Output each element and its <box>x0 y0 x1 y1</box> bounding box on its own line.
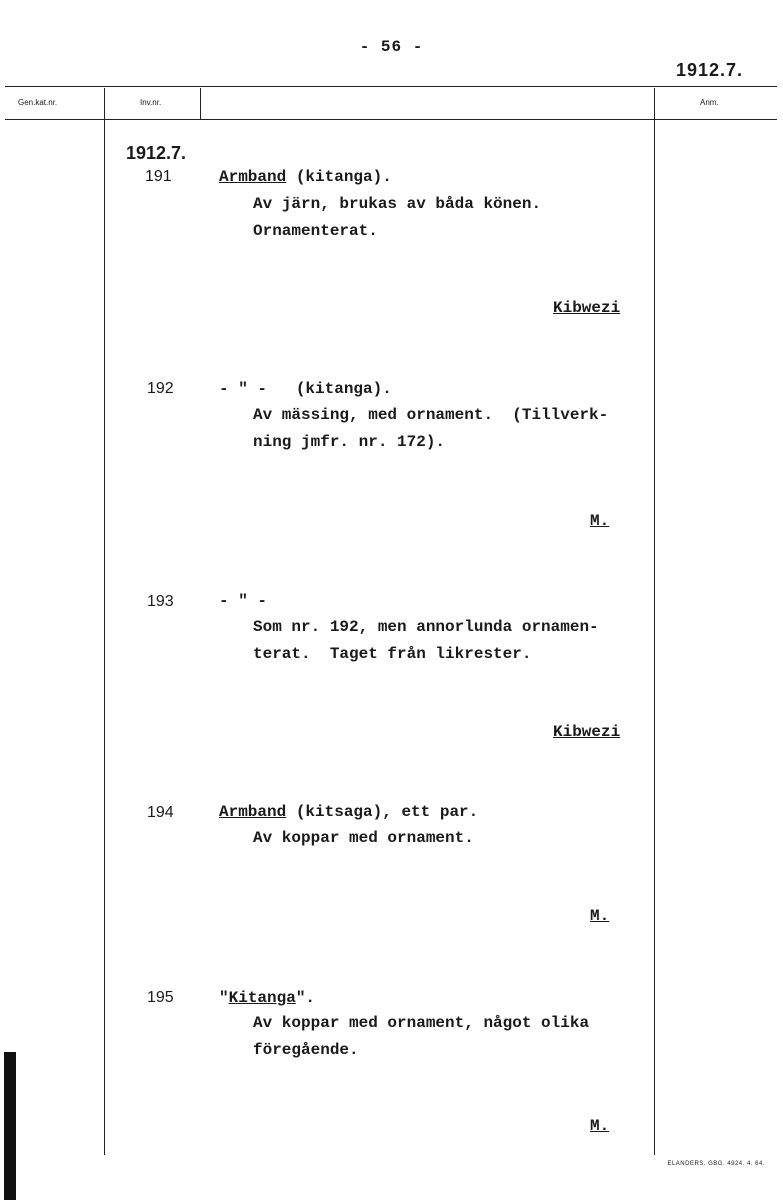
scan-edge-bar <box>4 1052 16 1200</box>
top-rule <box>5 86 777 87</box>
entry-line: Av mässing, med ornament. (Tillverk- <box>253 406 609 424</box>
entry-title: - " - (kitanga). <box>219 380 392 398</box>
entry-line: Som nr. 192, men annorlunda ornamen- <box>253 618 599 636</box>
entry-place: M. <box>590 907 610 925</box>
entry-title-underlined: Armband <box>219 168 287 186</box>
entry-title-rest: ". <box>295 989 316 1007</box>
inv-number: 191 <box>145 168 172 185</box>
column-divider-3 <box>654 88 655 1155</box>
printer-footer: ELANDERS. GBG. 4924. 4. 64. <box>667 1161 765 1167</box>
entry-title-prefix: " <box>219 989 229 1007</box>
entry-line: föregående. <box>253 1041 359 1059</box>
inv-number: 195 <box>147 989 174 1006</box>
column-header-anm: Anm. <box>700 98 719 107</box>
entry-title-rest: (kitsaga), ett par. <box>286 803 479 821</box>
entry-line: ning jmfr. nr. 172). <box>253 433 446 451</box>
entry-line: Av koppar med ornament. <box>253 829 474 847</box>
column-divider-2 <box>200 88 201 120</box>
entry-place: Kibwezi <box>553 299 621 317</box>
page-number: - 56 - <box>359 38 424 56</box>
inv-number: 192 <box>147 380 174 397</box>
section-year: 1912.7. <box>126 143 187 163</box>
inv-number: 193 <box>147 593 174 610</box>
entry-place: Kibwezi <box>553 723 621 741</box>
inv-number: 194 <box>147 804 174 821</box>
header-rule <box>5 119 777 120</box>
entry-title <box>219 985 315 1012</box>
entry-title <box>219 799 478 826</box>
entry-title-rest: (kitanga). <box>286 168 392 186</box>
entry-title <box>219 164 392 191</box>
entry-line: Av koppar med ornament, något olika <box>253 1014 590 1032</box>
column-header-inv: Inv.nr. <box>140 98 162 107</box>
entry-line: terat. Taget från likrester. <box>253 645 532 663</box>
column-header-gen-kat: Gen.kat.nr. <box>18 98 58 107</box>
entry-line: Ornamenterat. <box>253 222 378 240</box>
entry-place: M. <box>590 512 610 530</box>
column-divider-1 <box>104 88 105 1155</box>
header-year: 1912.7. <box>675 60 743 80</box>
entry-line: Av järn, brukas av båda könen. <box>253 195 542 213</box>
entry-title: - " - <box>219 592 268 610</box>
entry-title-underlined: Armband <box>219 803 287 821</box>
entry-title-underlined: Kitanga <box>228 989 296 1007</box>
entry-place: M. <box>590 1117 610 1135</box>
